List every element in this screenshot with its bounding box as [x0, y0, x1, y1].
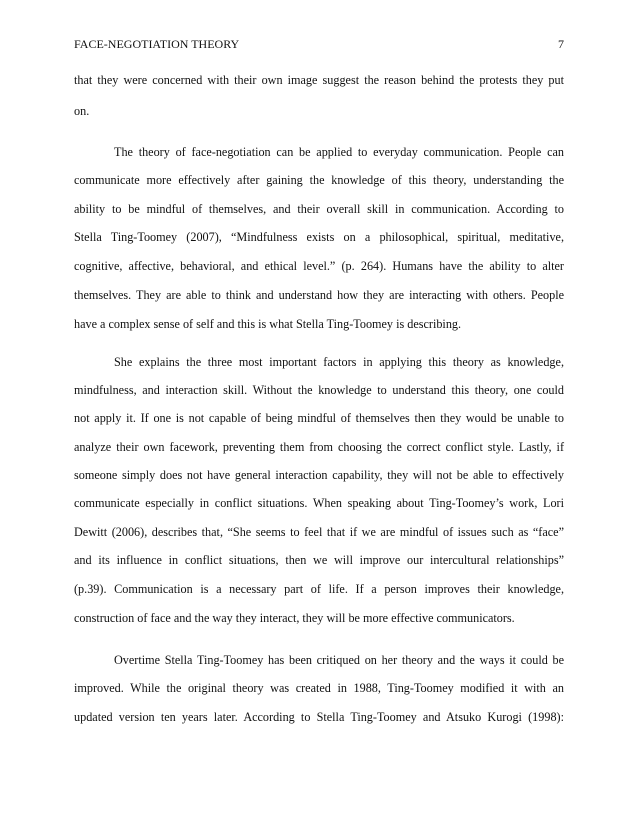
text-line: improved. While the original theory was created in 1988, Ting-Toomey modified it with an: [74, 681, 564, 695]
text-line: themselves. They are able to think and understand how they are interacting with others. People: [74, 288, 564, 302]
text-line: communicate more effectively after gaining the knowledge of this theory, understanding the: [74, 173, 564, 187]
text-line: on.: [74, 104, 90, 118]
text-line: communicate especially in conflict situations. When speaking about Ting-Toomey’s work, Lori: [74, 496, 564, 510]
text-line: someone simply does not have general interaction capability, they will not be able to effectively: [74, 468, 564, 482]
paragraph-first-line: Overtime Stella Ting-Toomey has been critiqued on her theory and the ways it could be: [114, 653, 564, 667]
page-number: 7: [558, 37, 564, 51]
text-line: mindfulness, and interaction skill. Without the knowledge to understand this theory, one could: [74, 383, 564, 397]
text-line: updated version ten years later. According to Stella Ting-Toomey and Atsuko Kurogi (1998):: [74, 710, 564, 724]
text-line: construction of face and the way they interact, they will be more effective communicators.: [74, 611, 515, 625]
running-head: FACE-NEGOTIATION THEORY: [74, 37, 240, 51]
page-header: [74, 37, 564, 51]
text-line: (p.39). Communication is a necessary part of life. If a person improves their knowledge,: [74, 582, 564, 596]
text-line: not apply it. If one is not capable of being mindful of themselves then they would be unable to: [74, 411, 564, 425]
text-line: cognitive, affective, behavioral, and ethical level.” (p. 264). Humans have the ability to alter: [74, 259, 564, 273]
text-line: Dewitt (2006), describes that, “She seems to feel that if we are mindful of issues such as “face”: [74, 525, 564, 539]
text-line: have a complex sense of self and this is what Stella Ting-Toomey is describing.: [74, 317, 462, 331]
text-line: ability to be mindful of themselves, and their overall skill in communication. According to: [74, 202, 564, 216]
paragraph-first-line: The theory of face-negotiation can be applied to everyday communication. People can: [114, 145, 564, 159]
text-line: Stella Ting-Toomey (2007), “Mindfulness exists on a philosophical, spiritual, meditative,: [74, 230, 564, 244]
paragraph-first-line: She explains the three most important factors in applying this theory as knowledge,: [114, 355, 564, 369]
text-line: and its influence in conflict situations, then we will improve our intercultural relationships”: [74, 553, 564, 567]
text-line: analyze their own facework, preventing them from choosing the correct conflict style. Lastly, if: [74, 440, 564, 454]
text-line: that they were concerned with their own image suggest the reason behind the protests they put: [74, 73, 564, 87]
